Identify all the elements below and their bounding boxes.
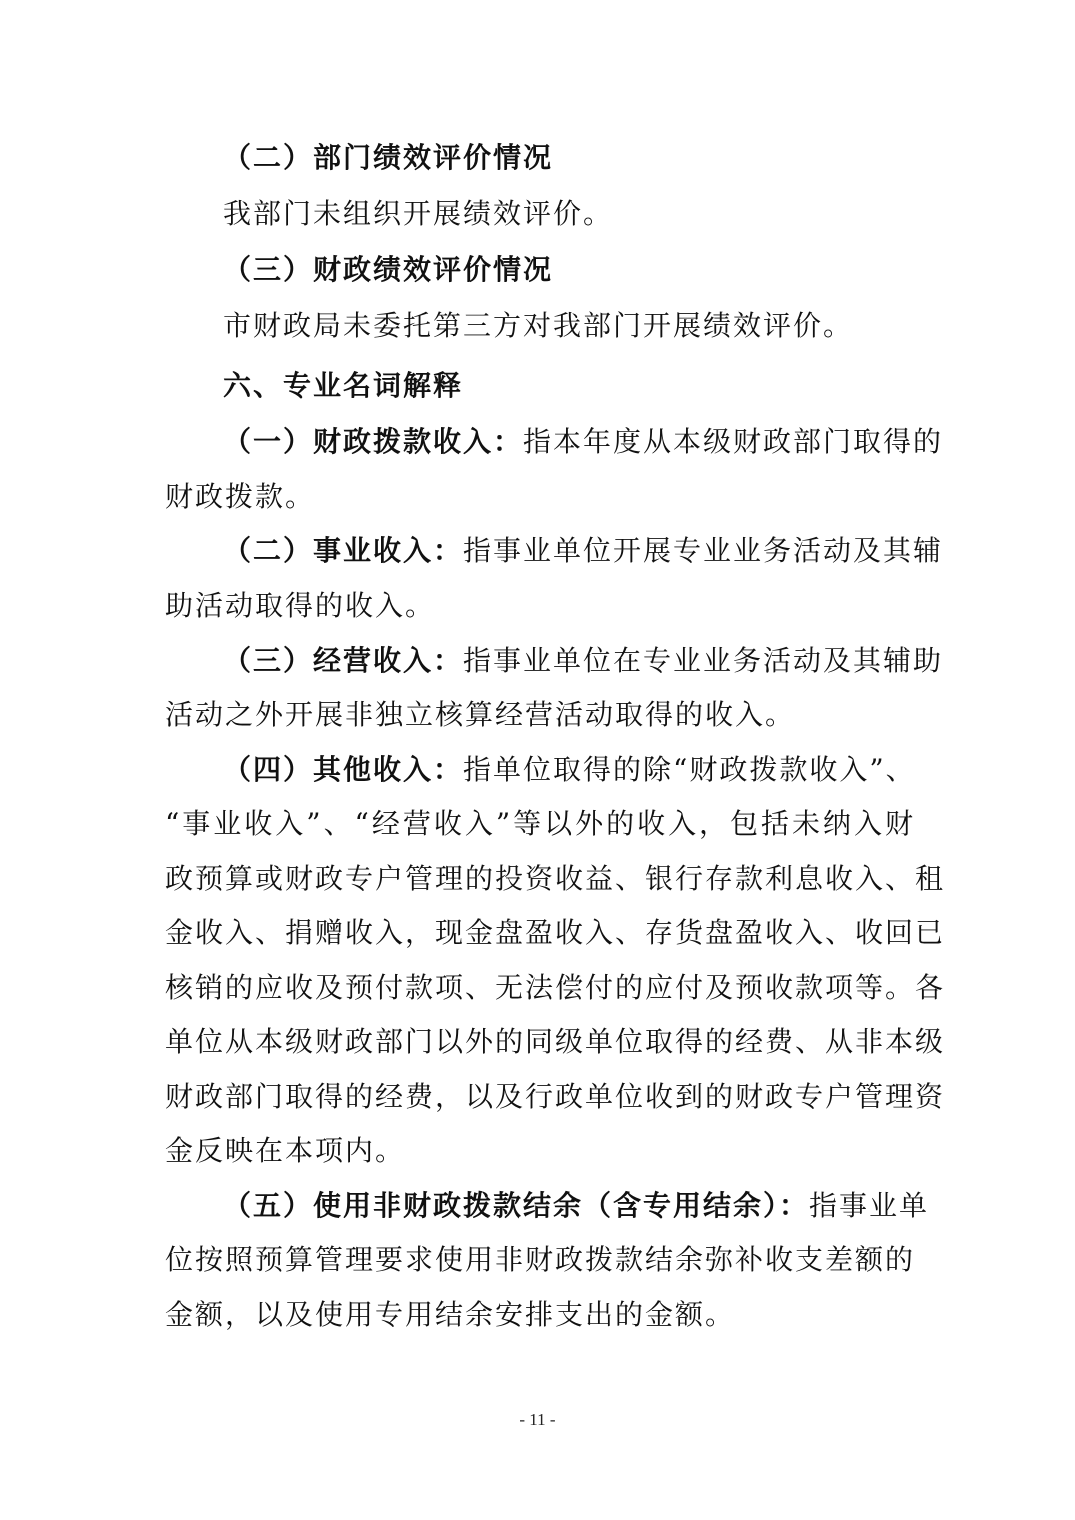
term-2-first-line: [223, 531, 944, 571]
term-5-line-2: 位按照预算管理要求使用非财政拨款结余弥补收支差额的: [165, 1243, 916, 1276]
term-5-text: 指事业单: [809, 1189, 930, 1222]
paragraph-dept-evaluation: 我部门未组织开展绩效评价。: [223, 197, 614, 230]
term-4-line-7: 财政部门取得的经费，以及行政单位收到的财政专户管理资: [165, 1080, 946, 1113]
term-4-label: （四）其他收入：: [223, 753, 464, 786]
term-4-line-8: 金反映在本项内。: [165, 1134, 406, 1167]
term-2-text: 指事业单位开展专业业务活动及其辅: [463, 534, 944, 567]
term-1-line-2: 财政拨款。: [165, 480, 316, 513]
term-5-line-3: 金额，以及使用专用结余安排支出的金额。: [165, 1298, 736, 1331]
term-4-line-6: 单位从本级财政部门以外的同级单位取得的经费、从非本级: [165, 1025, 946, 1058]
term-4-line-5: 核销的应收及预付款项、无法偿付的应付及预收款项等。各: [165, 971, 946, 1004]
term-3-label: （三）经营收入：: [223, 644, 464, 677]
paragraph-finance-evaluation: 市财政局未委托第三方对我部门开展绩效评价。: [223, 309, 854, 342]
term-2-label: （二）事业收入：: [223, 534, 464, 567]
section-heading-finance-evaluation: （三）财政绩效评价情况: [223, 253, 554, 286]
term-5-label: （五）使用非财政拨款结余（含专用结余）：: [223, 1189, 810, 1222]
term-4-text: 指单位取得的除“财政拨款收入”、: [463, 753, 916, 786]
section-heading-glossary: 六、专业名词解释: [223, 369, 464, 402]
term-1-first-line: [223, 422, 944, 462]
term-3-first-line: [223, 641, 944, 681]
section-heading-dept-evaluation: （二）部门绩效评价情况: [223, 141, 554, 174]
term-4-line-3: 政预算或财政专户管理的投资收益、银行存款利息收入、租: [165, 862, 946, 895]
term-3-text: 指事业单位在专业业务活动及其辅助: [463, 644, 944, 677]
term-1-text: 指本年度从本级财政部门取得的: [523, 425, 944, 458]
term-1-label: （一）财政拨款收入：: [223, 425, 524, 458]
term-3-line-2: 活动之外开展非独立核算经营活动取得的收入。: [165, 698, 796, 731]
term-4-first-line: [223, 750, 915, 790]
term-4-line-2: “事业收入”、“经营收入”等以外的收入，包括未纳入财: [165, 807, 915, 840]
term-2-line-2: 助活动取得的收入。: [165, 589, 436, 622]
term-4-line-4: 金收入、捐赠收入，现金盘盈收入、存货盘盈收入、收回已: [165, 916, 946, 949]
page-number: - 11 -: [519, 1410, 556, 1429]
term-5-first-line: [223, 1186, 930, 1226]
